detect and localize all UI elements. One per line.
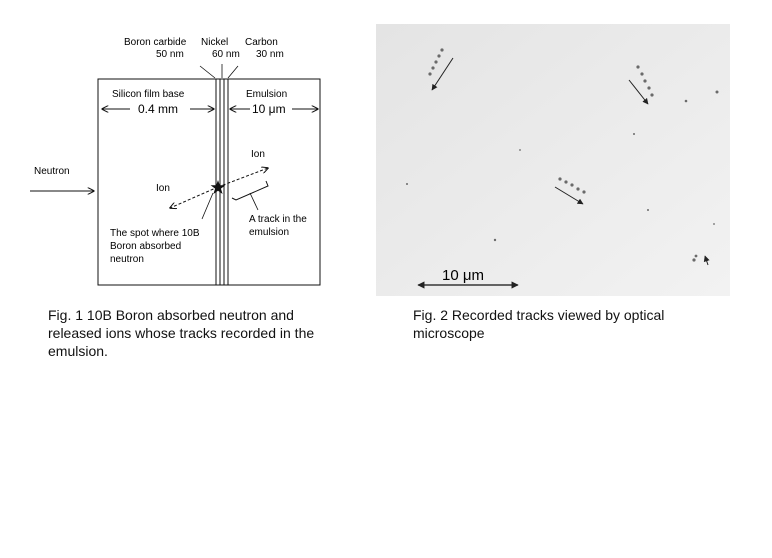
track-label-line1: A track in the <box>249 214 307 225</box>
silicon-thickness-label: 0.4 mm <box>138 102 179 116</box>
spot-label-line2: Boron absorbed <box>110 241 182 252</box>
figure2-caption: Fig. 2 Recorded tracks viewed by optical microscope <box>413 307 665 341</box>
micrograph-background <box>376 24 730 296</box>
track-bracket <box>232 181 268 200</box>
figure2-micrograph <box>376 24 730 296</box>
carbon-label: Carbon <box>245 37 278 48</box>
boron-carbide-thickness: 50 nm <box>156 49 184 60</box>
spot-leader <box>202 193 213 219</box>
absorption-spot-star-icon <box>211 180 226 194</box>
silicon-film-label: Silicon film base <box>112 89 185 100</box>
track-bracket-leader <box>250 193 258 210</box>
nickel-thickness: 60 nm <box>212 49 240 60</box>
carbon-thickness: 30 nm <box>256 49 284 60</box>
boron-carbide-label: Boron carbide <box>124 37 187 48</box>
figure1-caption: Fig. 1 10B Boron absorbed neutron and released ions whose tracks recorded in the emulsion. <box>48 307 315 359</box>
figure1-diagram <box>0 0 376 300</box>
nickel-label: Nickel <box>201 37 229 48</box>
neutron-label: Neutron <box>34 166 70 177</box>
ion-right-label: Ion <box>251 149 265 160</box>
emulsion-thickness-label: 10 μm <box>252 102 286 116</box>
ion-right-track <box>218 168 268 187</box>
ion-left-label: Ion <box>156 183 170 194</box>
scale-label: 10 μm <box>442 267 484 284</box>
emulsion-label: Emulsion <box>246 89 288 100</box>
spot-label-line3: neutron <box>110 254 144 265</box>
track-label-line2: emulsion <box>249 227 290 238</box>
spot-label-line1: The spot where 10B <box>110 228 200 239</box>
layer-leader-lines <box>200 64 238 78</box>
